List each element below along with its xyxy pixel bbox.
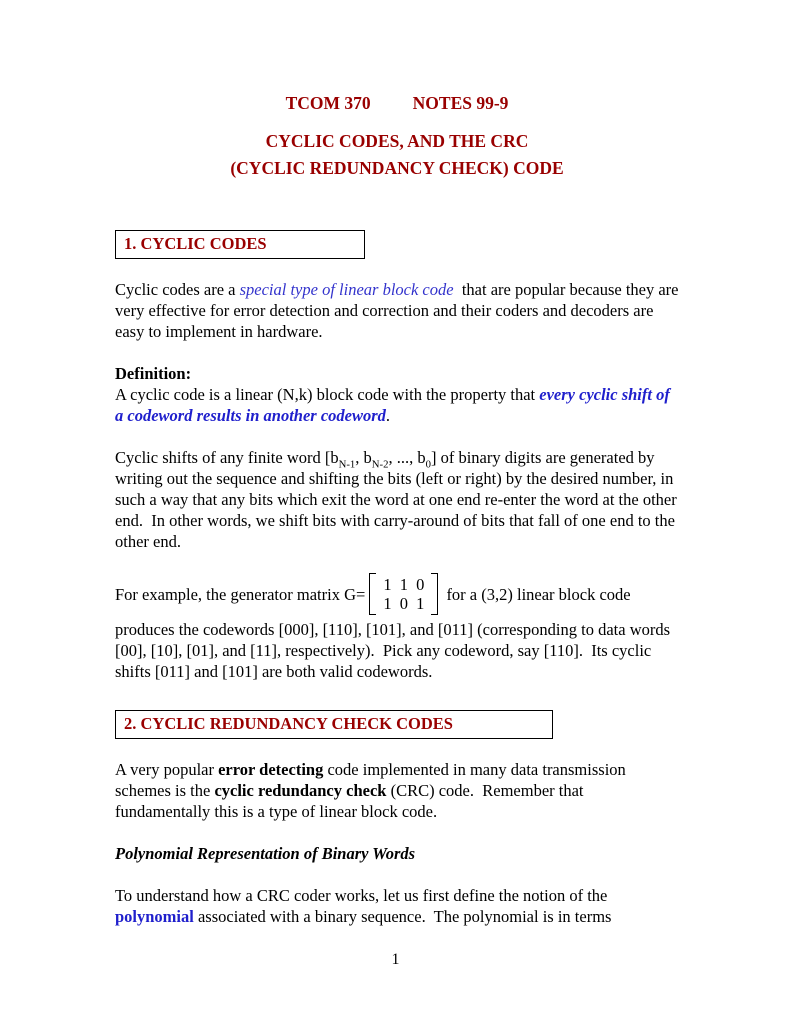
doc-subtitles [115, 128, 679, 182]
polynomial-subheading: Polynomial Representation of Binary Words [115, 844, 416, 863]
section1-heading: 1. CYCLIC CODES [124, 234, 267, 253]
text-run: , ..., b [388, 448, 426, 467]
emphasis-blue-bold-italic: every cyclic shift of a codeword results in another codeword [115, 385, 674, 425]
section2-heading: 2. CYCLIC REDUNDANCY CHECK CODES [124, 714, 453, 733]
doc-subtitle-line1: CYCLIC CODES, AND THE CRC [265, 131, 529, 151]
matrix-right-bracket [431, 573, 438, 615]
subscript: N-1 [338, 458, 356, 471]
subscript: 0 [425, 458, 431, 471]
matrix-paragraph-continuation: produces the codewords [000], [110], [101], and [011] (corresponding to data words [00], [10], [01], and [11], respectively). Pick any codeword, say [110]. Its cyclic shifts [011] and [101] are both valid codewords. [115, 620, 675, 681]
text-run: (CRC) code. Remember that fundamentally this is a type of linear block code. [115, 781, 588, 821]
doc-title [115, 92, 679, 114]
notes-number: NOTES 99-9 [412, 93, 509, 113]
text-run: To understand how a CRC coder works, let us first define the notion of the [115, 886, 612, 905]
matrix-line [115, 573, 679, 615]
text-run: , b [355, 448, 372, 467]
text-run: A very popular [115, 760, 219, 779]
matrix-row-1: 1 1 0 [383, 575, 425, 594]
doc-subtitle-line2: (CYCLIC REDUNDANCY CHECK) CODE [230, 158, 564, 178]
emphasis-bold: cyclic redundancy check [214, 781, 387, 800]
matrix-left-bracket [369, 573, 376, 615]
text-run: that are popular because they are very effective for error detection and correction and their coders and decoders are easy to implement in hardware. [115, 280, 683, 341]
course-code: TCOM 370 [285, 93, 371, 113]
text-run: . [385, 406, 391, 425]
section2-intro-paragraph [115, 759, 679, 822]
text-run: code implemented in many data transmission schemes is the [115, 760, 630, 800]
matrix-rows [376, 573, 431, 615]
definition-label: Definition: [115, 364, 192, 383]
polynomial-paragraph [115, 885, 679, 927]
matrix-row-2: 1 0 1 [383, 594, 425, 613]
text-run: A cyclic code is a linear (N,k) block code with the property that [115, 385, 540, 404]
text-run: Cyclic codes are a [115, 280, 240, 299]
generator-matrix [369, 573, 438, 615]
definition-paragraph [115, 363, 679, 426]
subscript: N-2 [371, 458, 389, 471]
cyclic-shifts-paragraph [115, 447, 679, 552]
emphasis-blue-italic: special type of linear block code [239, 280, 454, 299]
text-run: for a (3,2) linear block code [442, 584, 631, 604]
text-run: For example, the generator matrix G= [115, 584, 366, 604]
section1-heading-box [115, 230, 365, 259]
generator-matrix-paragraph [115, 573, 679, 682]
text-run: ] of binary digits are generated by writing out the sequence and shifting the bits (left or right) by the desired number, in such a way that any bits which exit the word at one end re-enter the word at the other end. In other words, we shift bits with carry-around of bits that fall of one end to the other end. [115, 448, 681, 551]
page-number: 1 [391, 951, 400, 968]
text-run: associated with a binary sequence. The polynomial is in terms [193, 907, 612, 926]
section2-heading-box [115, 710, 553, 739]
emphasis-blue-bold: polynomial [115, 907, 194, 926]
text-run: Cyclic shifts of any finite word [b [115, 448, 339, 467]
emphasis-bold: error detecting [218, 760, 324, 779]
section1-intro-paragraph [115, 279, 683, 342]
